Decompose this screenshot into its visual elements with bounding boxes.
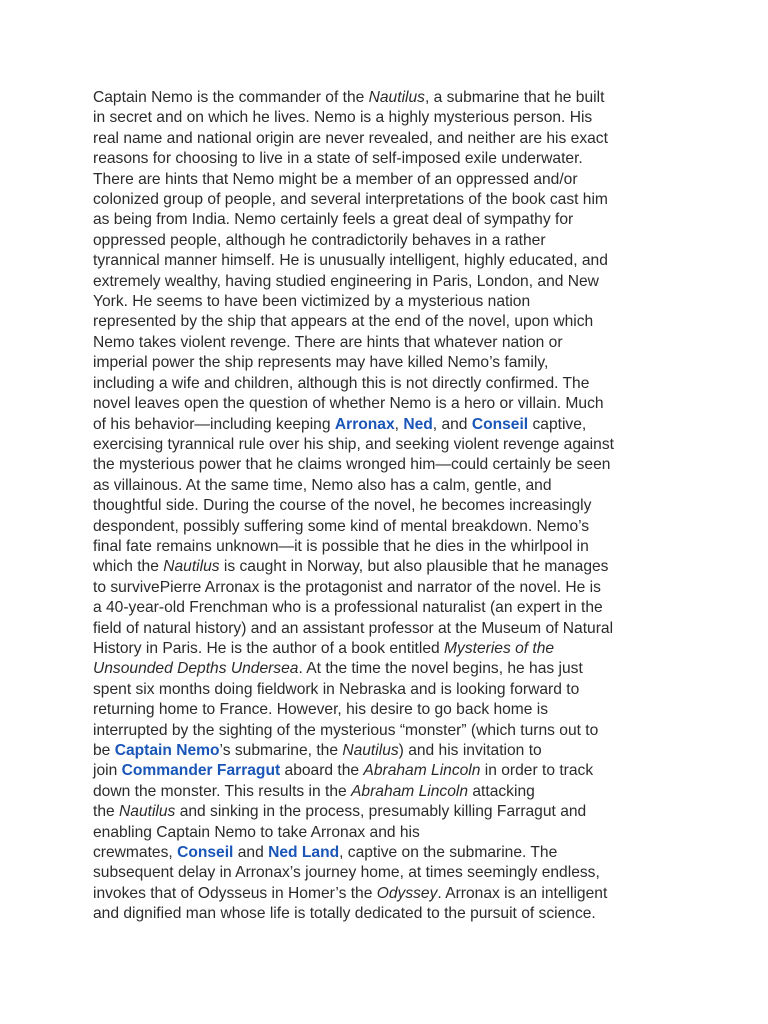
- text-run: including a wife and children, although this is not directly confirmed. The: [93, 374, 590, 392]
- text-run: and sinking in the process, presumably killing Farragut and: [175, 803, 587, 821]
- text-line: [93, 149, 683, 169]
- character-link[interactable]: Conseil: [471, 415, 529, 433]
- text-line: [93, 415, 683, 435]
- italic-title: Nautilus: [342, 742, 399, 759]
- text-run: down the monster. This results in the: [93, 782, 352, 800]
- character-link[interactable]: Ned: [403, 415, 433, 433]
- text-line: [93, 619, 683, 639]
- text-line: [93, 659, 683, 679]
- text-run: and: [233, 844, 269, 862]
- text-line: [93, 843, 683, 863]
- text-run: final fate remains unknown—it is possible that he dies in the whirlpool in: [93, 537, 589, 555]
- italic-title: Nautilus: [119, 803, 176, 821]
- text-run: in order to track: [480, 762, 594, 780]
- text-run: ,: [394, 415, 404, 433]
- italic-title: Nautilus: [368, 89, 425, 106]
- text-run: ’s submarine, the: [219, 742, 343, 759]
- text-run: the mysterious power that he claims wronged him—could certainly be seen: [93, 456, 611, 474]
- text-line: [93, 537, 683, 557]
- text-line: [93, 333, 683, 353]
- text-run: invokes that of Odysseus in Homer’s the: [93, 884, 377, 902]
- text-line: [93, 517, 683, 537]
- italic-title: Mysteries of the: [444, 639, 555, 657]
- text-run: subsequent delay in Arronax’s journey home, at times seemingly endless,: [93, 864, 600, 882]
- document-page: [93, 88, 683, 925]
- text-run: in secret and on which he lives. Nemo is a highly mysterious person. His: [93, 109, 593, 127]
- text-line: [93, 129, 683, 149]
- text-line: [93, 108, 683, 128]
- text-run: thoughtful side. During the course of the novel, he becomes increasingly: [93, 497, 592, 515]
- text-line: [93, 741, 683, 761]
- text-run: . At the time the novel begins, he has just: [298, 660, 583, 678]
- text-run: despondent, possibly suffering some kind of mental breakdown. Nemo’s: [93, 517, 590, 535]
- text-line: [93, 231, 683, 251]
- text-run: novel leaves open the question of whether Nemo is a hero or villain. Much: [93, 395, 604, 413]
- text-run: History in Paris. He is the author of a book entitled: [93, 639, 445, 657]
- text-line: [93, 312, 683, 332]
- text-line: [93, 884, 683, 904]
- text-line: [93, 639, 683, 659]
- text-run: oppressed people, although he contradictorily behaves in a rather: [93, 231, 546, 249]
- text-line: [93, 823, 683, 843]
- text-run: . Arronax is an intelligent: [437, 884, 608, 902]
- text-line: [93, 292, 683, 312]
- text-run: and dignified man whose life is totally dedicated to the pursuit of science.: [93, 905, 596, 923]
- italic-title: Nautilus: [163, 558, 220, 576]
- text-run: returning home to France. However, his desire to go back home is: [93, 701, 549, 719]
- text-run: field of natural history) and an assistant professor at the Museum of Natural: [93, 619, 614, 637]
- character-link[interactable]: Ned Land: [268, 844, 340, 862]
- italic-title: Abraham Lincoln: [363, 762, 481, 780]
- text-run: tyrannical manner himself. He is unusually intelligent, highly educated, and: [93, 252, 608, 270]
- text-line: [93, 190, 683, 210]
- text-run: spent six months doing fieldwork in Nebraska and is looking forward to: [93, 680, 580, 698]
- text-run: a 40-year-old Frenchman who is a professional naturalist (an expert in the: [93, 599, 603, 617]
- text-line: [93, 374, 683, 394]
- text-run: real name and national origin are never revealed, and neither are his exact: [93, 129, 608, 147]
- text-line: [93, 394, 683, 414]
- text-line: [93, 353, 683, 373]
- character-link[interactable]: Commander Farragut: [121, 762, 281, 780]
- text-line: [93, 170, 683, 190]
- text-line: [93, 251, 683, 271]
- text-run: imperial power the ship represents may have killed Nemo’s family,: [93, 354, 549, 372]
- text-run: Captain Nemo is the commander of the: [93, 89, 369, 106]
- text-run: the: [93, 803, 120, 821]
- text-run: enabling Captain Nemo to take Arronax and his: [93, 823, 420, 841]
- text-run: is caught in Norway, but also plausible that he manages: [219, 558, 609, 576]
- character-link[interactable]: Arronax: [334, 415, 395, 433]
- text-line: [93, 761, 683, 781]
- text-line: [93, 455, 683, 475]
- text-run: There are hints that Nemo might be a member of an oppressed and/or: [93, 170, 578, 188]
- text-run: to survivePierre Arronax is the protagonist and narrator of the novel. He is: [93, 578, 601, 596]
- text-line: [93, 700, 683, 720]
- text-line: [93, 680, 683, 700]
- text-line: [93, 863, 683, 883]
- text-line: [93, 435, 683, 455]
- text-run: of his behavior—including keeping: [93, 415, 335, 433]
- text-run: , captive on the submarine. The: [339, 844, 558, 862]
- text-line: [93, 496, 683, 516]
- character-link[interactable]: Captain Nemo: [114, 742, 220, 759]
- text-run: colonized group of people, and several interpretations of the book cast him: [93, 191, 608, 209]
- text-line: [93, 476, 683, 496]
- text-line: [93, 904, 683, 924]
- text-line: [93, 578, 683, 598]
- text-line: [93, 782, 683, 802]
- text-run: which the: [93, 558, 164, 576]
- text-line: [93, 210, 683, 230]
- text-run: crewmates,: [93, 844, 178, 862]
- text-line: [93, 557, 683, 577]
- text-run: aboard the: [280, 762, 364, 780]
- text-run: ) and his invitation to: [398, 742, 542, 759]
- text-run: exercising tyrannical rule over his ship, and seeking violent revenge against: [93, 435, 614, 453]
- text-line: [93, 721, 683, 741]
- text-run: attacking: [468, 782, 535, 800]
- text-run: reasons for choosing to live in a state of self-imposed exile underwater.: [93, 150, 583, 168]
- text-run: York. He seems to have been victimized by a mysterious nation: [93, 293, 531, 311]
- body-paragraph: [93, 88, 683, 925]
- italic-title: Unsounded Depths Undersea: [93, 660, 299, 678]
- text-run: interrupted by the sighting of the mysterious “monster” (which turns out to: [93, 721, 599, 739]
- text-line: [93, 802, 683, 822]
- text-run: extremely wealthy, having studied engineering in Paris, London, and New: [93, 272, 599, 290]
- text-line: [93, 272, 683, 292]
- italic-title: Odyssey: [376, 884, 438, 902]
- text-run: as being from India. Nemo certainly feels a great deal of sympathy for: [93, 211, 574, 229]
- text-line: [93, 88, 683, 108]
- text-run: join: [93, 762, 122, 780]
- text-run: be: [93, 742, 115, 759]
- character-link[interactable]: Conseil: [177, 844, 234, 862]
- text-run: as villainous. At the same time, Nemo also has a calm, gentle, and: [93, 476, 552, 494]
- text-run: , a submarine that he built: [424, 89, 605, 106]
- text-run: represented by the ship that appears at the end of the novel, upon which: [93, 313, 594, 331]
- text-run: captive,: [528, 415, 587, 433]
- italic-title: Abraham Lincoln: [351, 782, 469, 800]
- text-line: [93, 598, 683, 618]
- text-run: , and: [432, 415, 472, 433]
- text-run: Nemo takes violent revenge. There are hints that whatever nation or: [93, 333, 563, 351]
